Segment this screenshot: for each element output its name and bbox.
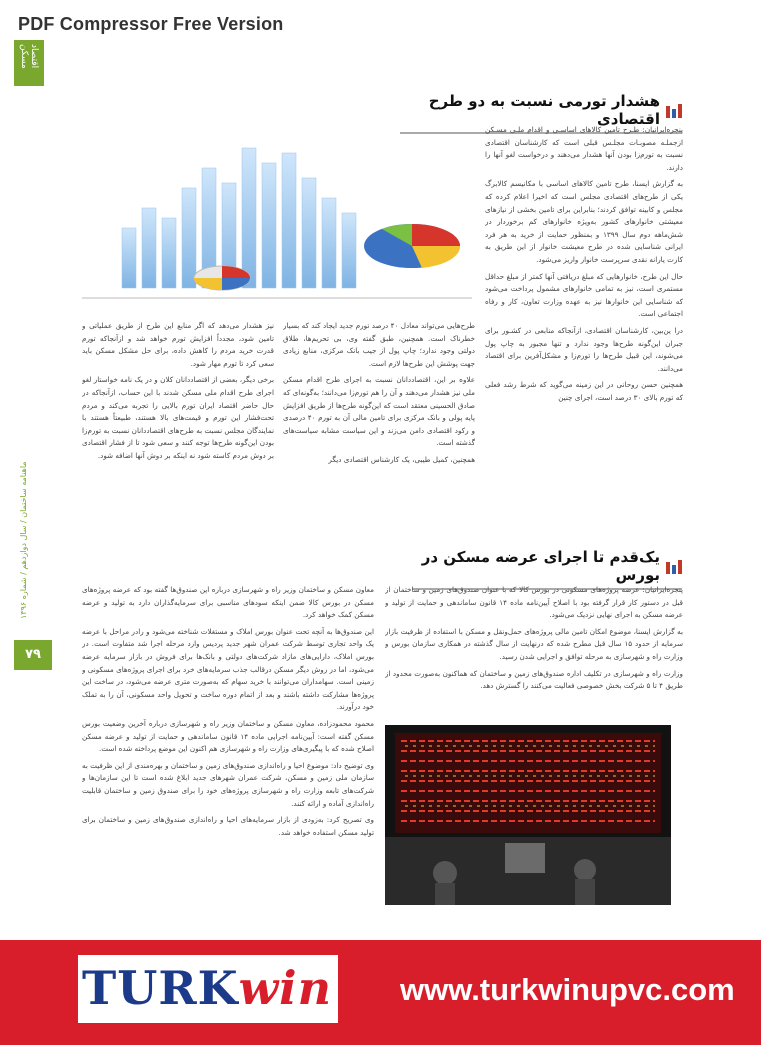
paragraph: وی توضیح داد: موضوع احیا و راه‌اندازی صندوق‌های زمین و ساختمان و بهره‌مندی از این ظرفیت به سازمان ملی زمین و مسکن، شرکت عمران شهرهای جدید ابلاغ شده است تا این سازمان‌ها و شرکت‌های تابعه وزارت راه و شهرسازی پروژه‌های خود را برای صندوق زمین و ساختمان قابلیت راه‌اندازی آماده و ارائه کنند. — [82, 760, 374, 808]
turkwin-logo — [82, 960, 332, 1016]
logo-main-text: TURK — [82, 961, 239, 1015]
paragraph: علاوه بر این، اقتصاددانان نسبت به اجرای طرح اقدام مسکن ملی نیز هشدار می‌دهند و آن را هم تورم‌زا می‌دانند؛ به‌گونه‌ای که صادق الحسینی معتقد است که این‌گونه طرح‌ها از طریق افزایش پایه پولی و بانک مرکزی برای تامین مالی آن به تورم ۴۰ درصدی و رکود اقتصادی دامن می‌زند و این سیاست مشابه سیاست‌های گذشته است. — [283, 375, 475, 448]
advertisement-url: www.turkwinupvc.com — [400, 972, 735, 1007]
bar-chart-icon — [666, 558, 682, 574]
sidebar-issue-text: ماهنامه ساختمان / سال دوازدهم / شماره ۱۳۹۶ — [19, 461, 28, 619]
article2-title: یک‌قدم تا اجرای عرضه مسکن در بورس — [421, 548, 660, 584]
logo-accent-text: win — [238, 961, 333, 1015]
article1-title: هشدار تورمی نسبت به دو طرح اقتصادی — [428, 92, 660, 128]
paragraph: همچنین حسن روحانی در این زمینه می‌گوید که شرط رشد فعلی که تورم بالای ۳۰ درصد است، اجرای چنین — [485, 380, 683, 402]
article1-column-left — [82, 320, 274, 526]
paragraph: طرح‌هایی می‌تواند معادل ۴۰ درصد تورم جدید ایجاد کند که بسیار خطرناک است. همچنین، طبق گفته وی، بی تحریم‌ها، طلاق دولتی وجود ندارد؛ چاپ پول از جیب بانک مرکزی، منابع زیادی جهت پوشش این طرح‌ها لازم است. — [283, 321, 475, 368]
paragraph: معاون مسکن و ساختمان وزیر راه و شهرسازی درباره این صندوق‌ها گفته بود که عرضه پروژه‌های مسکن در بورس کالا ضمن اینکه سودهای مناسبی برای سرمایه‌گذاران دارد به تولید و عرضه مسکن کمک خواهد کرد. — [82, 585, 374, 620]
section-tab-label: اقتصاد مسکن — [19, 44, 39, 69]
paragraph: نیز هشدار می‌دهد که اگر منابع این طرح از طریق عملیاتی و تامین شود، مجدداً افزایش تورم خواهد شد و ازآنجاکه تورم قدرت خرید مردم را کاهش داده، برای حل مشکل مسکن باید سعی کرد تا تورم مهار شود. — [82, 321, 274, 368]
article2-column-left — [82, 584, 374, 930]
stock-board-svg — [385, 725, 671, 905]
paragraph: محمود محمودزاده، معاون مسکن و ساختمان وزیر راه و شهرسازی درباره آخرین وضعیت بورس مسکن گفته است: آیین‌نامه اجرایی ماده ۱۴ قانون ساماندهی و حمایت از تولید و عرضه مسکن اصلاح شده که با پیگیری‌های وزارت راه و شهرسازی هم اکنون این موضع پرداخته شده است. — [82, 718, 374, 754]
chart-illustration — [82, 128, 472, 318]
paragraph: پنجره‌ایرانیان: طـرح تامین کالاهای اساسـی و اقدام ملـی مسـکن ازجملـه مصوبـات مجلـس قبلی است که کارشناسان اقتصادی نسبت به تورم‌زا بودن آنها هشدار می‌دهند و درخواست لغو آنها را دارند. — [485, 125, 683, 172]
watermark-text: PDF Compressor Free Version — [18, 14, 284, 34]
paragraph: به گزارش ایسنا، طرح تامین کالاهای اساسی با مکانیسم کالابرگ یکی از طرح‌های اقتصادی مجلس است که اخیرا اعلام کرده که مجلس و کابینه توافق کردند؛ بنابراین برای تامین بخشی از نیازهای معیشتی خانوارهای کشور به‌ویژه خانوارهای کم برخوردار در شش‌ماهه دوم سال ۱۳۹۹ و بمنظور حمایت از خرید به هر فرد ایرانی شناسایی شده در طرح معیشت خانوار از این طریق به کارت یارانه نقدی سرپرست خانوار واریز می‌شود. — [485, 179, 683, 264]
article1-column-middle — [283, 320, 475, 526]
paragraph: حال این طرح، خانوارهایی که مبلغ دریافتی آنها کمتر از مبلغ حداقل مستمری است، نیز به تمامی خانوارهای مشمول پرداخت می‌شود که شناسایی این خانوارها نیز به عهده وزارت تعاون، کار و رفاه اجتماعی است. — [485, 271, 683, 319]
paragraph: درا ین‌بین، کارشناسان اقتصادی، ازآنجاکه منابعی در کشـور برای جبران این‌گونه طرح‌ها وجود ندارد و تنها مجبور به چاپ پول می‌شوند، این قبیل طرح‌ها را تورم‌زا و مشکل‌آفرین برای اقتصاد می‌دانند. — [485, 325, 683, 373]
paragraph: این صندوق‌ها به آنچه تحت عنوان بورس املاک و مستغلات شناخته می‌شود و رادر مراحل با عرضه یک واحد تجاری توسط شرکت عمران شهر جدید پردیس وارد مرحله اجرا شد متفاوت است. در بورس املاک، دارایی‌های مازاد شرکت‌های دولتی و بانک‌ها برای فروش در بازار سرمایه عرضه می‌شود، اما در روش دیگر مسکن درقالب جذب سرمایه‌های خرد برای اجرای پروژه‌های مسکونی و زمینی است. سهامداران می‌توانند با خرید سهام که به‌صورت متری عرضه می‌شود، در ساخت این پروژه‌ها مشارکت داشته باشند و بعد از اتمام دوره ساخت و تحویل واحد مسکونی، آن را به تملک خود درآورند. — [82, 626, 374, 712]
page-number: ۷۹ — [14, 640, 52, 670]
paragraph: وزارت راه و شهرسازی در تکلیف اداره صندوق‌های زمین و ساختمان که هماکنون به‌صورت محدود از طریق ۴ تا ۵ شرکت بخش خصوصی فعالیت می‌کنند را گسترش دهد. — [385, 668, 683, 691]
article1-column-right — [485, 124, 683, 526]
section-tab — [14, 40, 44, 86]
article2-column-right — [385, 584, 683, 718]
paragraph: پنجره‌ایرانیان: عرضه پروژه‌های مسکونی در بورس کالا که با عنوان صندوق‌های زمین و ساختمان از قبل در دستور کار قرار گرفته بود با اصلاح آیین‌نامه ماده ۱۴ قانون ساماندهی و حمایت از تولید و عرضه مسکن به اجرای نهایی نزدیک می‌شود. — [385, 585, 683, 620]
paragraph: همچنین، کمیل طیبی، یک کارشناس اقتصادی دیگر — [328, 454, 475, 464]
paragraph: به گزارش ایسنا، موضوع امکان تامین مالی پروژه‌های حمل‌ونقل و مسکن با استفاده از ظرفیت بازار سرمایه از حدود ۱۵ سال قبل مطرح شده که درنهایت از سال گذشته در همکاری سازمان بورس و وزارت راه و شهرسازی به مرحله توافق و اجرایی شدن رسید. — [385, 626, 683, 661]
chart-illustration-svg — [82, 128, 472, 318]
stock-exchange-photo — [385, 725, 671, 905]
bar-chart-icon — [666, 102, 682, 118]
paragraph: برخی دیگر، بعضی از اقتصاددانان کلان و در یک نامه خواستار لغو اجرای طرح اقدام ملی مسکن شدند با این حساب، ازآنجاکه در حال حاضر اقتصاد ایران تورم بالایی را تجربه می‌کند و مردم تحت‌فشار این تورم و قیمت‌های بالا هستند، طبیعتاً هستند با نمایندگان مجلس نسبت به طرح‌های اقتصاددانان نسبت به تورم‌زا بودن این‌گونه طرح‌ها توجه کنند و سعی شود تا از فشار اقتصادی بر دوش مردم کاسته شود نه اینکه بر دوش آنها اضافه شود. — [82, 375, 274, 460]
paragraph: وی تصریح کرد: به‌زودی از بازار سرمایه‌های احیا و راه‌اندازی صندوق‌های زمین و ساختمان برای تولید مسکن استفاده خواهد شد. — [82, 815, 374, 837]
